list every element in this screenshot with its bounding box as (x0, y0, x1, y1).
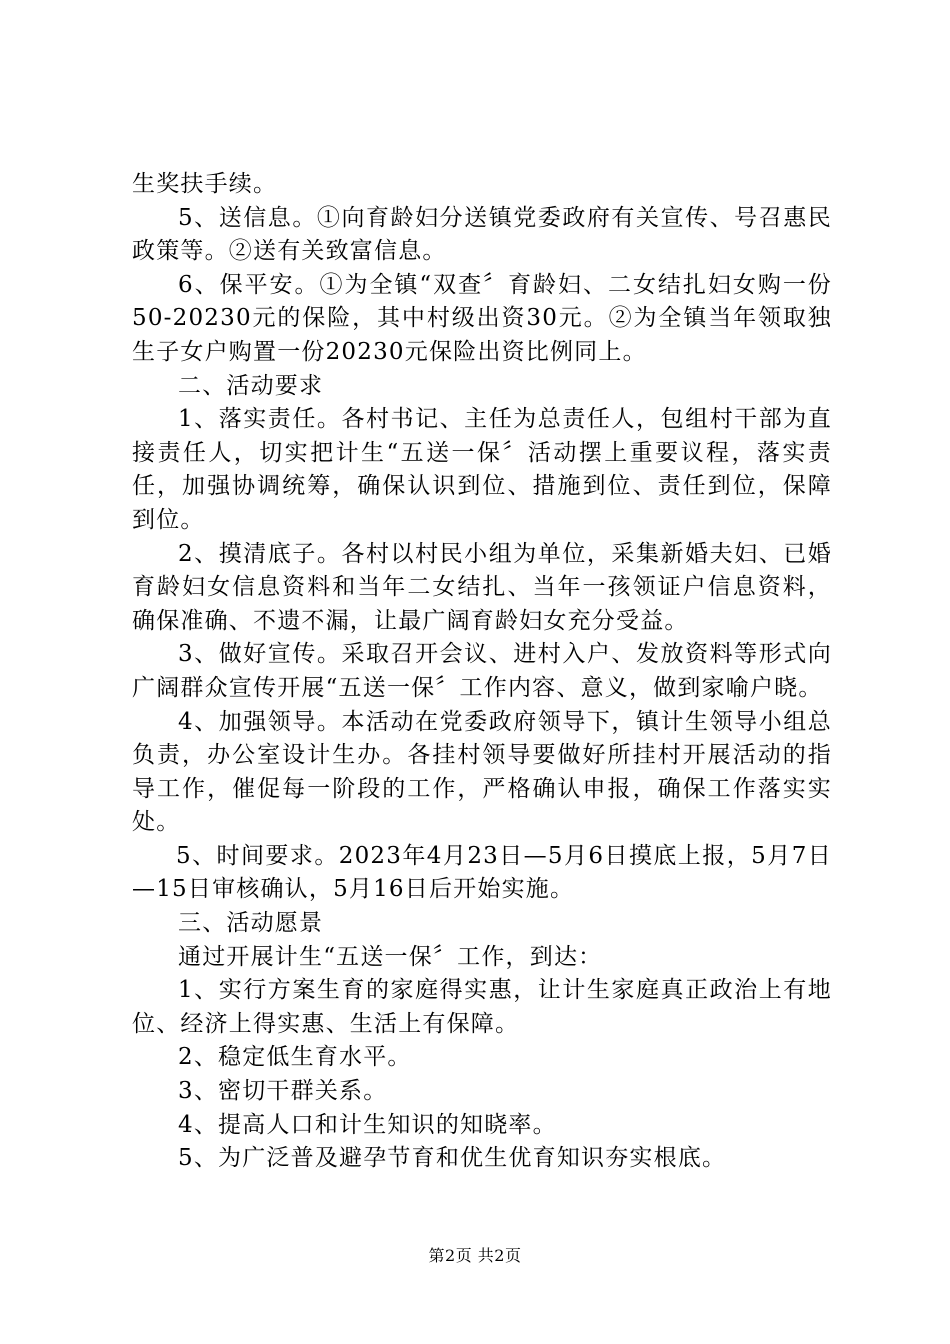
list-item-vision-2: 2、稳定低生育水平。 (178, 1044, 412, 1071)
list-item-vision-4: 4、提高人口和计生知识的知晓率。 (178, 1111, 557, 1138)
paragraph-continuation: 生奖扶手续。 (132, 171, 278, 197)
list-item-vision-3: 3、密切干群关系。 (178, 1078, 388, 1105)
paragraph-send-information: 5、送信息。①向育龄妇分送镇党委政府有关宣传、号召惠民政策等。②送有关致富信息。 (132, 204, 832, 265)
paragraph-publicity: 3、做好宣传。采取召开会议、进村入户、发放资料等形式向广阔群众宣传开展“五送一保〞工作内容、意义，做到家喻户晓。 (132, 641, 832, 701)
document-body (132, 168, 832, 1176)
section-heading-vision: 三、活动愿景 (178, 910, 324, 937)
paragraph-responsibility: 1、落实责任。各村书记、主任为总责任人，包组村干部为直接责任人，切实把计生“五送一保〞活动摆上重要议程，落实责任，加强协调统筹，确保认识到位、措施到位、责任到位，保障到位。 (132, 406, 832, 533)
page-footer (0, 1243, 950, 1266)
paragraph-ensure-safety: 6、保平安。①为全镇“双查〞育龄妇、二女结扎妇女购一份50-20230元的保险，其中村级出资30元。②为全镇当年领取独生子女户购置一份20230元保险出资比例同上。 (132, 271, 832, 365)
paragraph-timeline: 5、时间要求。2023年4月23日—5月6日摸底上报，5月7日—15日审核确认，5月16日后开始实施。 (132, 842, 832, 903)
list-item-vision-1: 1、实行方案生育的家庭得实惠，让计生家庭真正政治上有地位、经济上得实惠、生活上有保障。 (132, 977, 832, 1037)
section-heading-requirements: 二、活动要求 (178, 372, 324, 399)
paragraph-vision-intro: 通过开展计生“五送一保〞工作，到达： (178, 943, 603, 970)
list-item-vision-5: 5、为广泛普及避孕节育和优生优育知识夯实根底。 (178, 1145, 727, 1172)
page-number-label: 第2页 共2页 (428, 1246, 522, 1265)
paragraph-leadership: 4、加强领导。本活动在党委政府领导下，镇计生领导小组总负责，办公室设计生办。各挂村领导要做好所挂村开展活动的指导工作，催促每一阶段的工作，严格确认申报，确保工作落实实处。 (132, 708, 832, 836)
paragraph-survey: 2、摸清底子。各村以村民小组为单位，采集新婚夫妇、已婚育龄妇女信息资料和当年二女结扎、当年一孩领证户信息资料，确保准确、不遗不漏，让最广阔育龄妇女充分受益。 (132, 540, 832, 634)
